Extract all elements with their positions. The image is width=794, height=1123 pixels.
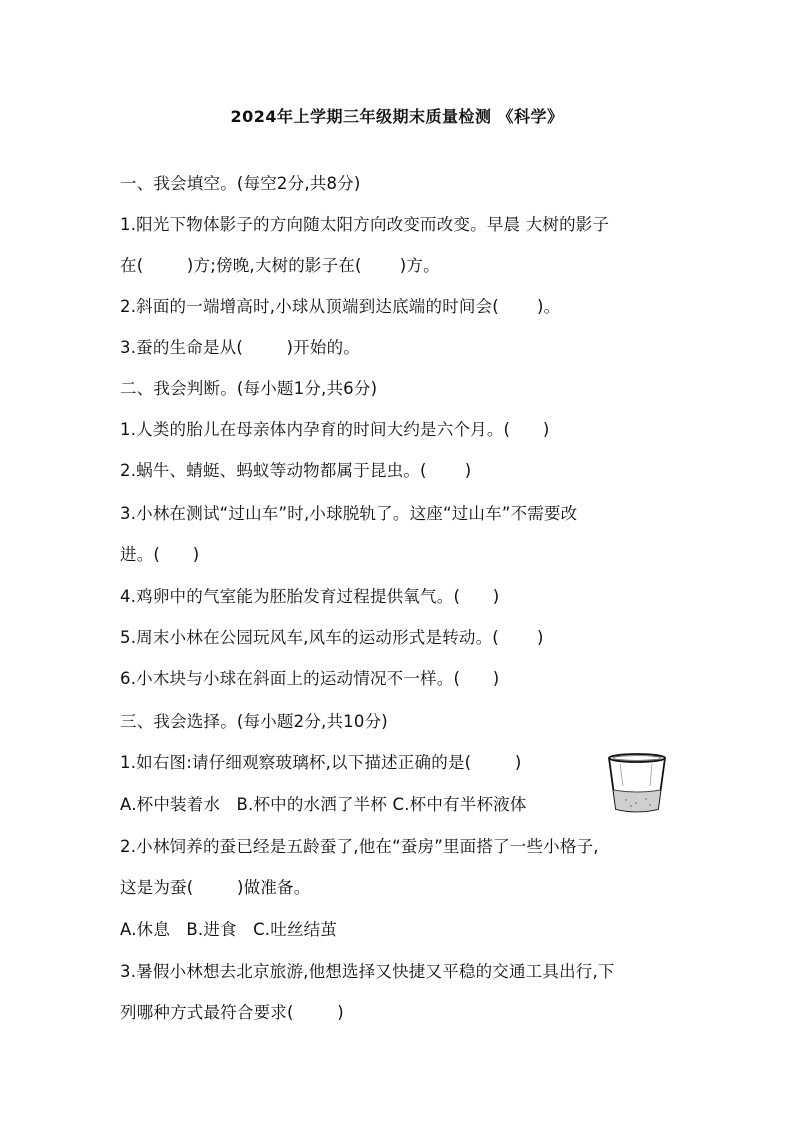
question-line: 1.如右图:请仔细观察玻璃杯,以下描述正确的是( ) [120, 753, 522, 772]
glass-cup-icon [606, 752, 668, 814]
question-line: 3.蚕的生命是从( )开始的。 [120, 338, 360, 357]
question-line: 5.周末小林在公园玩风车,风车的运动形式是转动。( ) [120, 628, 544, 647]
section-heading-fill-blank: 一、我会填空。(每空2分,共8分) [120, 174, 361, 193]
section-heading-true-false: 二、我会判断。(每小题1分,共6分) [120, 379, 378, 398]
question-line: 列哪种方式最符合要求( ) [120, 1003, 344, 1022]
question-line: 6.小木块与小球在斜面上的运动情况不一样。( ) [120, 669, 500, 688]
question-line: 2.小林饲养的蚕已经是五龄蚕了,他在“蚕房”里面搭了一些小格子, [120, 837, 599, 856]
section-heading-multiple-choice: 三、我会选择。(每小题2分,共10分) [120, 712, 388, 731]
question-line: 在( )方;傍晚,大树的影子在( )方。 [120, 256, 440, 275]
question-line: 3.小林在测试“过山车”时,小球脱轨了。这座“过山车”不需要改 [120, 504, 578, 523]
question-line: 进。( ) [120, 545, 200, 564]
page-title: 2024年上学期三年级期末质量检测 《科学》 [230, 107, 564, 126]
question-line: 1.人类的胎儿在母亲体内孕育的时间大约是六个月。( ) [120, 420, 550, 439]
answer-options: A.杯中装着水 B.杯中的水洒了半杯 C.杯中有半杯液体 [120, 795, 527, 814]
question-line: 2.斜面的一端增高时,小球从顶端到达底端的时间会( )。 [120, 297, 561, 316]
question-line: 4.鸡卵中的气室能为胚胎发育过程提供氧气。( ) [120, 587, 500, 606]
question-line: 这是为蚕( )做准备。 [120, 878, 311, 897]
question-line: 3.暑假小林想去北京旅游,他想选择又快捷又平稳的交通工具出行,下 [120, 962, 615, 981]
question-line: 1.阳光下物体影子的方向随太阳方向改变而改变。早晨 大树的影子 [120, 215, 610, 234]
answer-options: A.休息 B.进食 C.吐丝结茧 [120, 920, 338, 939]
question-line: 2.蜗牛、蜻蜓、蚂蚁等动物都属于昆虫。( ) [120, 461, 472, 480]
